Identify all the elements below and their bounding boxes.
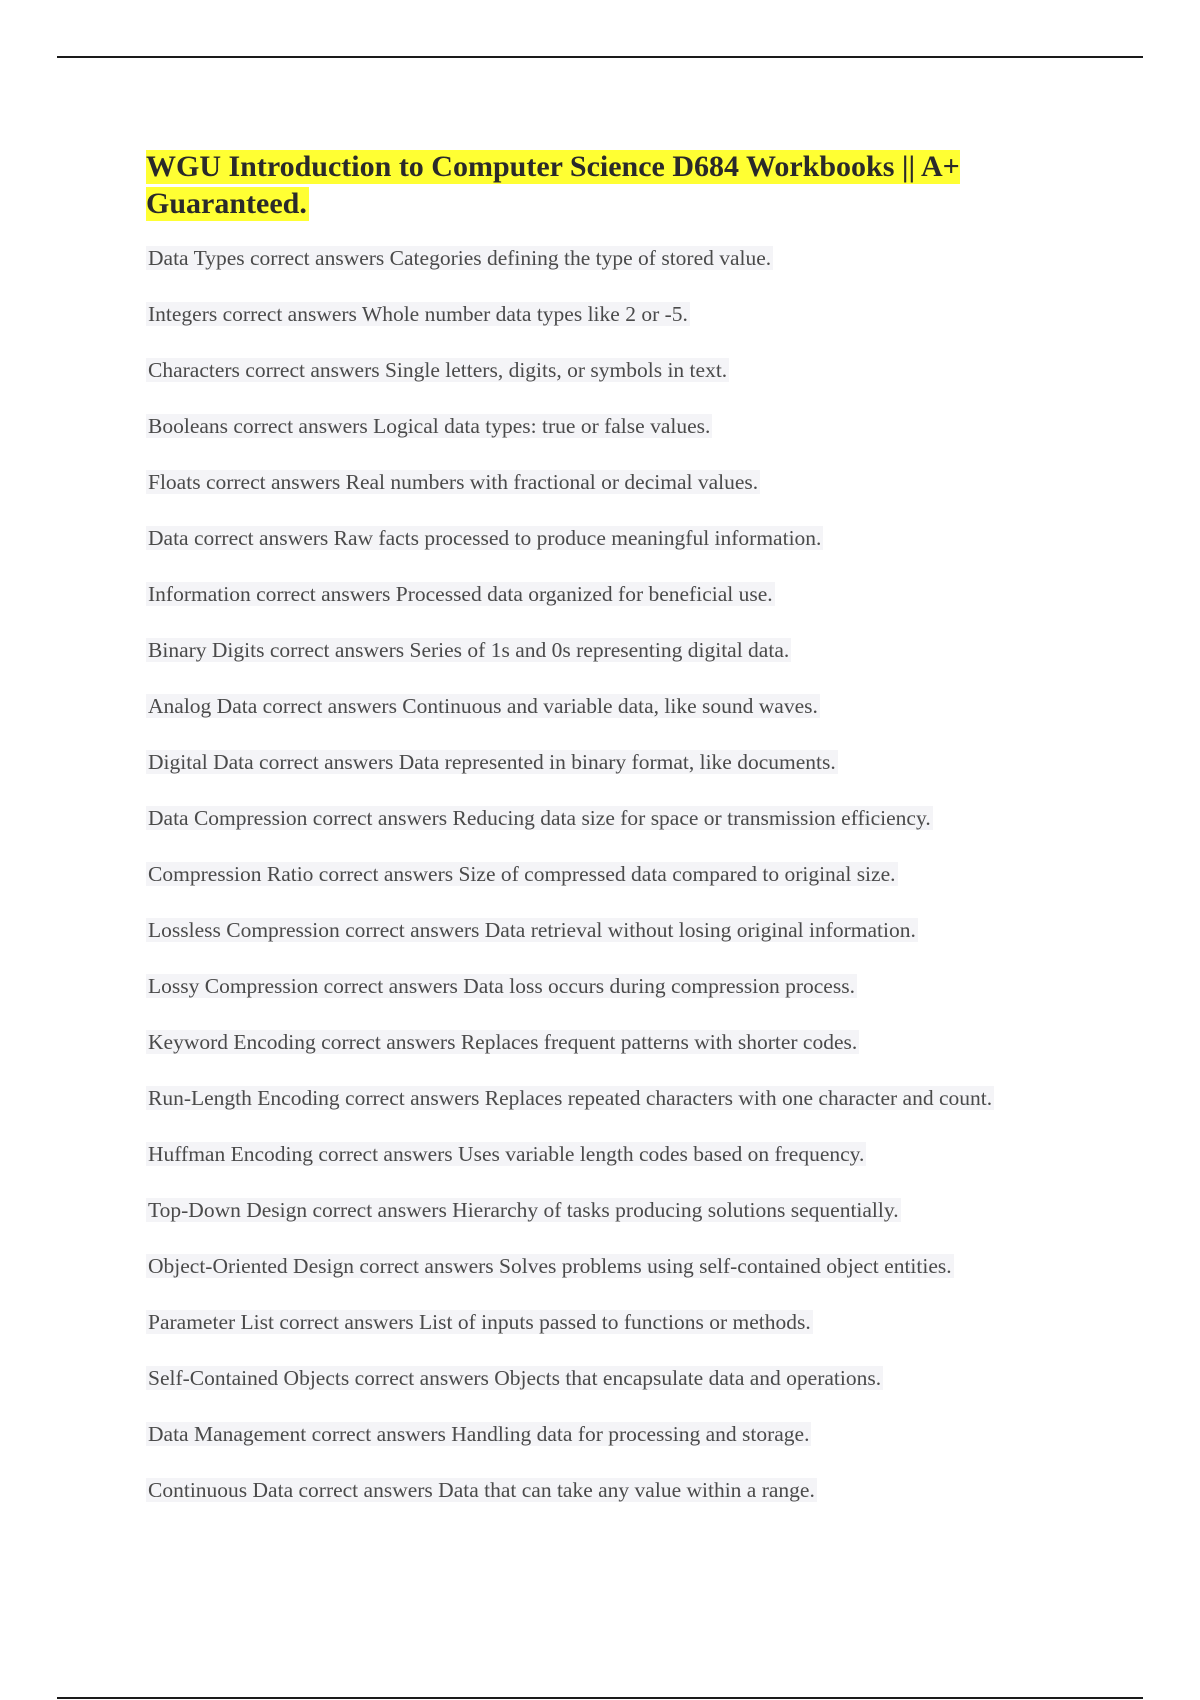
flashcard-entry-text: Top-Down Design correct answers Hierarchy of tasks producing solutions sequentially. — [148, 1198, 899, 1222]
flashcard-entry-text: Data Management correct answers Handling data for processing and storage. — [148, 1422, 810, 1446]
flashcard-entry — [146, 1084, 1076, 1112]
flashcard-entry-text: Lossy Compression correct answers Data loss occurs during compression process. — [148, 974, 855, 998]
flashcard-entry — [146, 1140, 1076, 1168]
flashcard-entry — [146, 1196, 1076, 1224]
flashcard-entry — [146, 1252, 1076, 1280]
flashcard-entry — [146, 412, 1076, 440]
flashcard-entry — [146, 524, 1076, 552]
flashcard-entry-text: Floats correct answers Real numbers with fractional or decimal values. — [148, 470, 759, 494]
flashcard-list — [146, 244, 1076, 1504]
flashcard-entry-text: Booleans correct answers Logical data types: true or false values. — [148, 414, 711, 438]
flashcard-entry-text: Digital Data correct answers Data represented in binary format, like documents. — [148, 750, 836, 774]
flashcard-entry — [146, 1420, 1076, 1448]
flashcard-entry — [146, 636, 1076, 664]
flashcard-entry — [146, 692, 1076, 720]
flashcard-entry — [146, 356, 1076, 384]
flashcard-entry-text: Run-Length Encoding correct answers Replaces repeated characters with one character and count. — [148, 1086, 993, 1110]
footer-rule — [57, 1697, 1143, 1699]
flashcard-entry-text: Self-Contained Objects correct answers Objects that encapsulate data and operations. — [148, 1366, 882, 1390]
flashcard-entry — [146, 804, 1076, 832]
flashcard-entry-text: Binary Digits correct answers Series of 1s and 0s representing digital data. — [148, 638, 790, 662]
flashcard-entry-text: Parameter List correct answers List of inputs passed to functions or methods. — [148, 1310, 811, 1334]
document-title-text: WGU Introduction to Computer Science D684 Workbooks || A+ Guaranteed. — [146, 150, 960, 220]
flashcard-entry — [146, 244, 1076, 272]
flashcard-entry — [146, 916, 1076, 944]
flashcard-entry-text: Characters correct answers Single letters, digits, or symbols in text. — [148, 358, 728, 382]
flashcard-entry-text: Data Compression correct answers Reducing data size for space or transmission efficiency. — [148, 806, 931, 830]
flashcard-entry — [146, 748, 1076, 776]
flashcard-entry-text: Data Types correct answers Categories defining the type of stored value. — [148, 246, 772, 270]
flashcard-entry — [146, 1476, 1076, 1504]
flashcard-entry-text: Data correct answers Raw facts processed to produce meaningful information. — [148, 526, 822, 550]
flashcard-entry-text: Keyword Encoding correct answers Replaces frequent patterns with shorter codes. — [148, 1030, 858, 1054]
flashcard-entry — [146, 300, 1076, 328]
flashcard-entry — [146, 580, 1076, 608]
flashcard-entry — [146, 1364, 1076, 1392]
header-rule — [57, 56, 1143, 58]
flashcard-entry-text: Integers correct answers Whole number data types like 2 or -5. — [148, 302, 688, 326]
flashcard-entry-text: Object-Oriented Design correct answers Solves problems using self-contained object entities. — [148, 1254, 952, 1278]
flashcard-entry — [146, 468, 1076, 496]
flashcard-entry-text: Information correct answers Processed data organized for beneficial use. — [148, 582, 773, 606]
flashcard-entry-text: Continuous Data correct answers Data that can take any value within a range. — [148, 1478, 815, 1502]
flashcard-entry — [146, 972, 1076, 1000]
flashcard-entry-text: Compression Ratio correct answers Size of compressed data compared to original size. — [148, 862, 896, 886]
flashcard-entry — [146, 1028, 1076, 1056]
document-body — [146, 148, 1076, 1532]
flashcard-entry-text: Analog Data correct answers Continuous and variable data, like sound waves. — [148, 694, 818, 718]
document-title — [146, 148, 1076, 222]
flashcard-entry — [146, 860, 1076, 888]
flashcard-entry-text: Huffman Encoding correct answers Uses variable length codes based on frequency. — [148, 1142, 865, 1166]
flashcard-entry — [146, 1308, 1076, 1336]
flashcard-entry-text: Lossless Compression correct answers Data retrieval without losing original information. — [148, 918, 916, 942]
